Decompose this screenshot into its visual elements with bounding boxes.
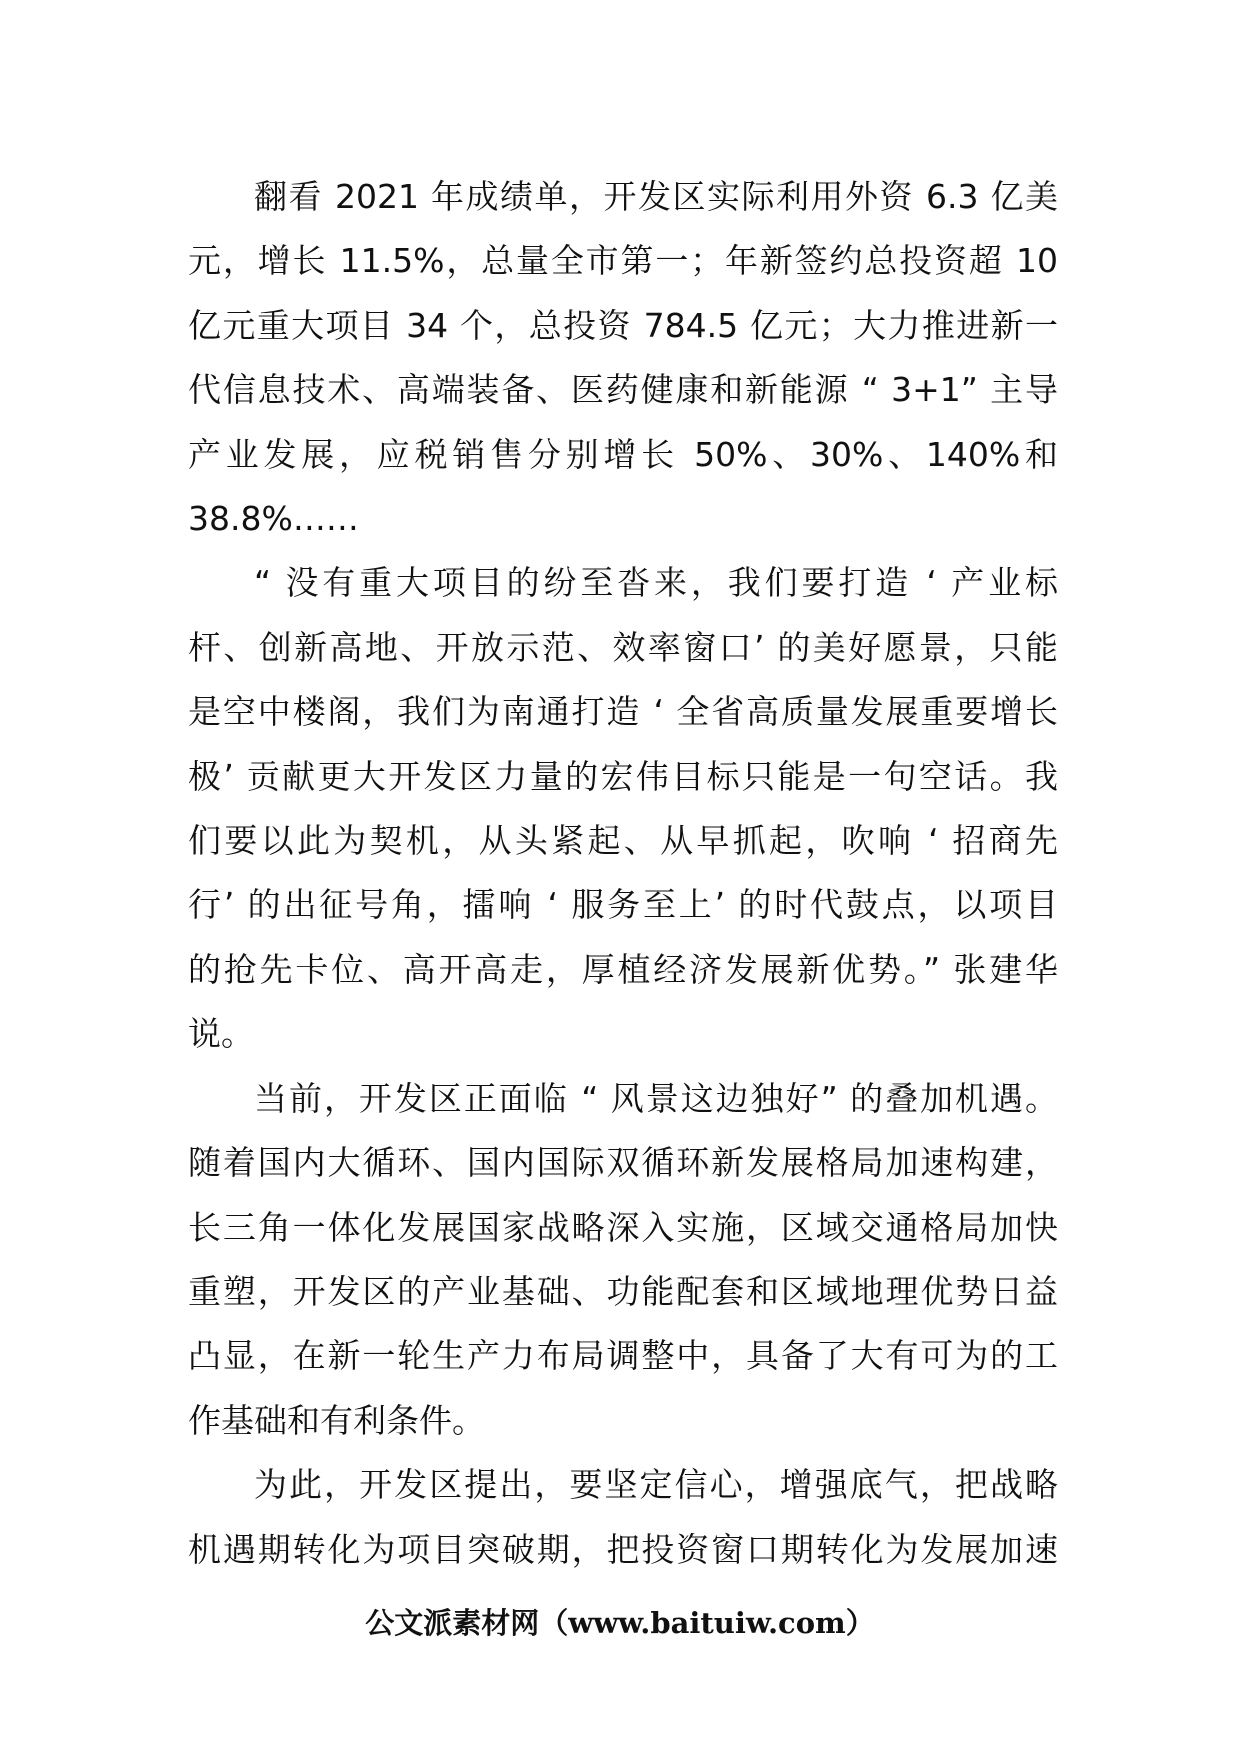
text-line: 当前，开发区正面临 “ 风景这边独好” 的叠加机遇。 xyxy=(254,1078,1058,1118)
text-line: 翻看 2021 年成绩单，开发区实际利用外资 6.3 亿美 xyxy=(254,177,1058,216)
footer-watermark: 公文派素材网（www.baituiw.com） xyxy=(365,1606,875,1640)
text-line: 凸显，在新一轮生产力布局调整中，具备了大有可为的工 xyxy=(188,1336,1058,1376)
text-line: 亿元重大项目 34 个，总投资 784.5 亿元；大力推进新一 xyxy=(188,305,1058,345)
paragraph-3 xyxy=(188,1067,1058,1453)
text-line: 行’ 的出征号角，擂响 ‘ 服务至上’ 的时代鼓点，以项目 xyxy=(188,885,1058,925)
text-line: 作基础和有利条件。 xyxy=(188,1400,485,1440)
paragraph-4 xyxy=(188,1453,1058,1582)
text-line: 38.8%…… xyxy=(188,499,359,539)
text-line: 说。 xyxy=(188,1014,254,1054)
text-line: “ 没有重大项目的纷至沓来，我们要打造 ‘ 产业标 xyxy=(254,563,1058,603)
text-line: 为此，开发区提出，要坚定信心，增强底气，把战略 xyxy=(254,1465,1058,1505)
paragraph-1 xyxy=(188,165,1058,551)
document-body xyxy=(188,165,1058,1582)
text-line: 是空中楼阁，我们为南通打造 ‘ 全省高质量发展重要增长 xyxy=(188,692,1058,732)
text-line: 长三角一体化发展国家战略深入实施，区域交通格局加快 xyxy=(188,1207,1058,1247)
text-line: 重塑，开发区的产业基础、功能配套和区域地理优势日益 xyxy=(188,1271,1058,1311)
text-line: 代信息技术、高端装备、医药健康和新能源 “ 3+1” 主导 xyxy=(188,370,1058,410)
text-line: 们要以此为契机，从头紧起、从早抓起，吹响 ‘ 招商先 xyxy=(188,821,1058,861)
text-line: 机遇期转化为项目突破期，把投资窗口期转化为发展加速 xyxy=(188,1529,1058,1569)
paragraph-2 xyxy=(188,551,1058,1066)
text-line: 产业发展，应税销售分别增长 50%、30%、140%和 xyxy=(188,434,1058,474)
text-line: 的抢先卡位、高开高走，厚植经济发展新优势。” 张建华 xyxy=(188,949,1058,989)
text-line: 随着国内大循环、国内国际双循环新发展格局加速构建， xyxy=(188,1143,1058,1183)
text-line: 元，增长 11.5%，总量全市第一；年新签约总投资超 10 xyxy=(188,241,1058,281)
text-line: 杆、创新高地、开放示范、效率窗口’ 的美好愿景，只能 xyxy=(188,627,1058,667)
text-line: 极’ 贡献更大开发区力量的宏伟目标只能是一句空话。我 xyxy=(188,756,1058,796)
